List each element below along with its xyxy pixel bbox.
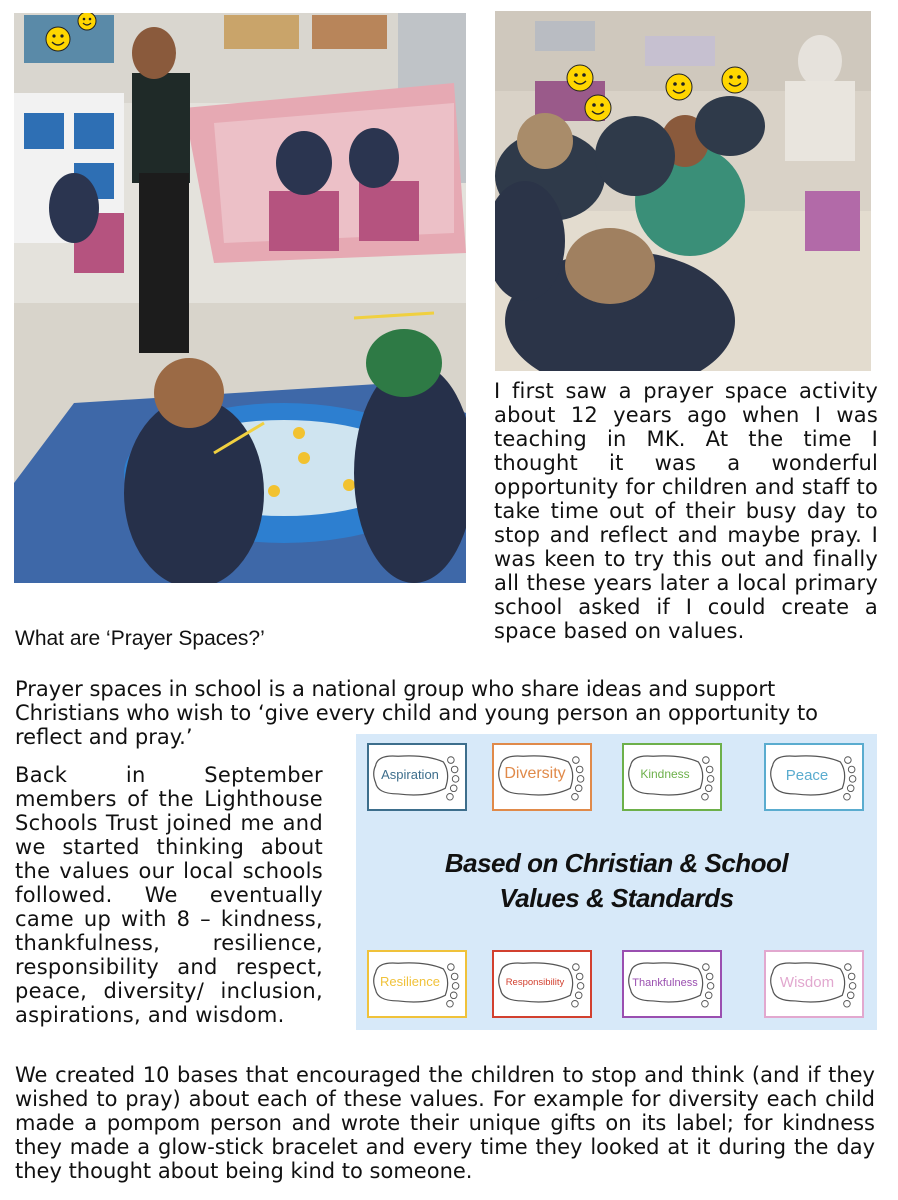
value-label-peace: Peace	[785, 767, 829, 784]
bases-paragraph: We created 10 bases that encouraged the children to stop and think (and if they wished to pray) about each of these values. For example for diversity each child made a pompom person and wrote their unique gifts on its label; for kindness they made a glow-stick bracelet and every time they looked at it during the day they thought about being kind to someone.	[15, 1063, 875, 1183]
prayer-spaces-paragraph: Prayer spaces in school is a national group who share ideas and support Christians who wish to ‘give every child and young person an opportunity to reflect and pray.’	[15, 677, 819, 749]
values-panel	[356, 734, 877, 1030]
value-card-wisdom	[764, 950, 864, 1018]
september-paragraph: Back in September members of the Lighthouse Schools Trust joined me and we started thinking about the values our local schools followed. We eventually came up with 8 – kindness, thankfulness, resilience, responsibility and respect, peace, diversity/ inclusion, aspirations, and wisdom.	[15, 763, 323, 1027]
value-label-aspiration: Aspiration	[381, 767, 439, 782]
values-caption-line1: Based on Christian & School	[444, 848, 789, 878]
value-card-aspiration	[367, 743, 467, 811]
value-label-wisdom: Wisdom	[779, 974, 835, 991]
intro-paragraph: I first saw a prayer space activity about 12 years ago when I was teaching in MK. At the time I thought it was a wonderful opportunity for children and staff to take time out of their busy day to stop and reflect and maybe pray. I was keen to try this out and finally all these years later a local primary school asked if I could create a space based on values.	[494, 379, 878, 643]
classroom-paddling-pool-photo	[14, 13, 466, 583]
value-card-thankfulness	[622, 950, 722, 1018]
value-label-thankfulness: Thankfulness	[632, 977, 698, 989]
value-card-kindness	[622, 743, 722, 811]
value-card-responsibility	[492, 950, 592, 1018]
value-label-diversity: Diversity	[504, 765, 566, 782]
value-label-responsibility: Responsibility	[505, 977, 565, 988]
children-sitting-on-floor-photo	[495, 11, 871, 371]
value-label-kindness: Kindness	[640, 767, 690, 781]
values-caption	[356, 846, 877, 916]
values-caption-line2: Values & Standards	[499, 883, 734, 913]
value-label-resilience: Resilience	[380, 974, 440, 989]
section-heading: What are ‘Prayer Spaces?’	[15, 627, 265, 650]
value-card-resilience	[367, 950, 467, 1018]
value-card-diversity	[492, 743, 592, 811]
value-card-peace	[764, 743, 864, 811]
